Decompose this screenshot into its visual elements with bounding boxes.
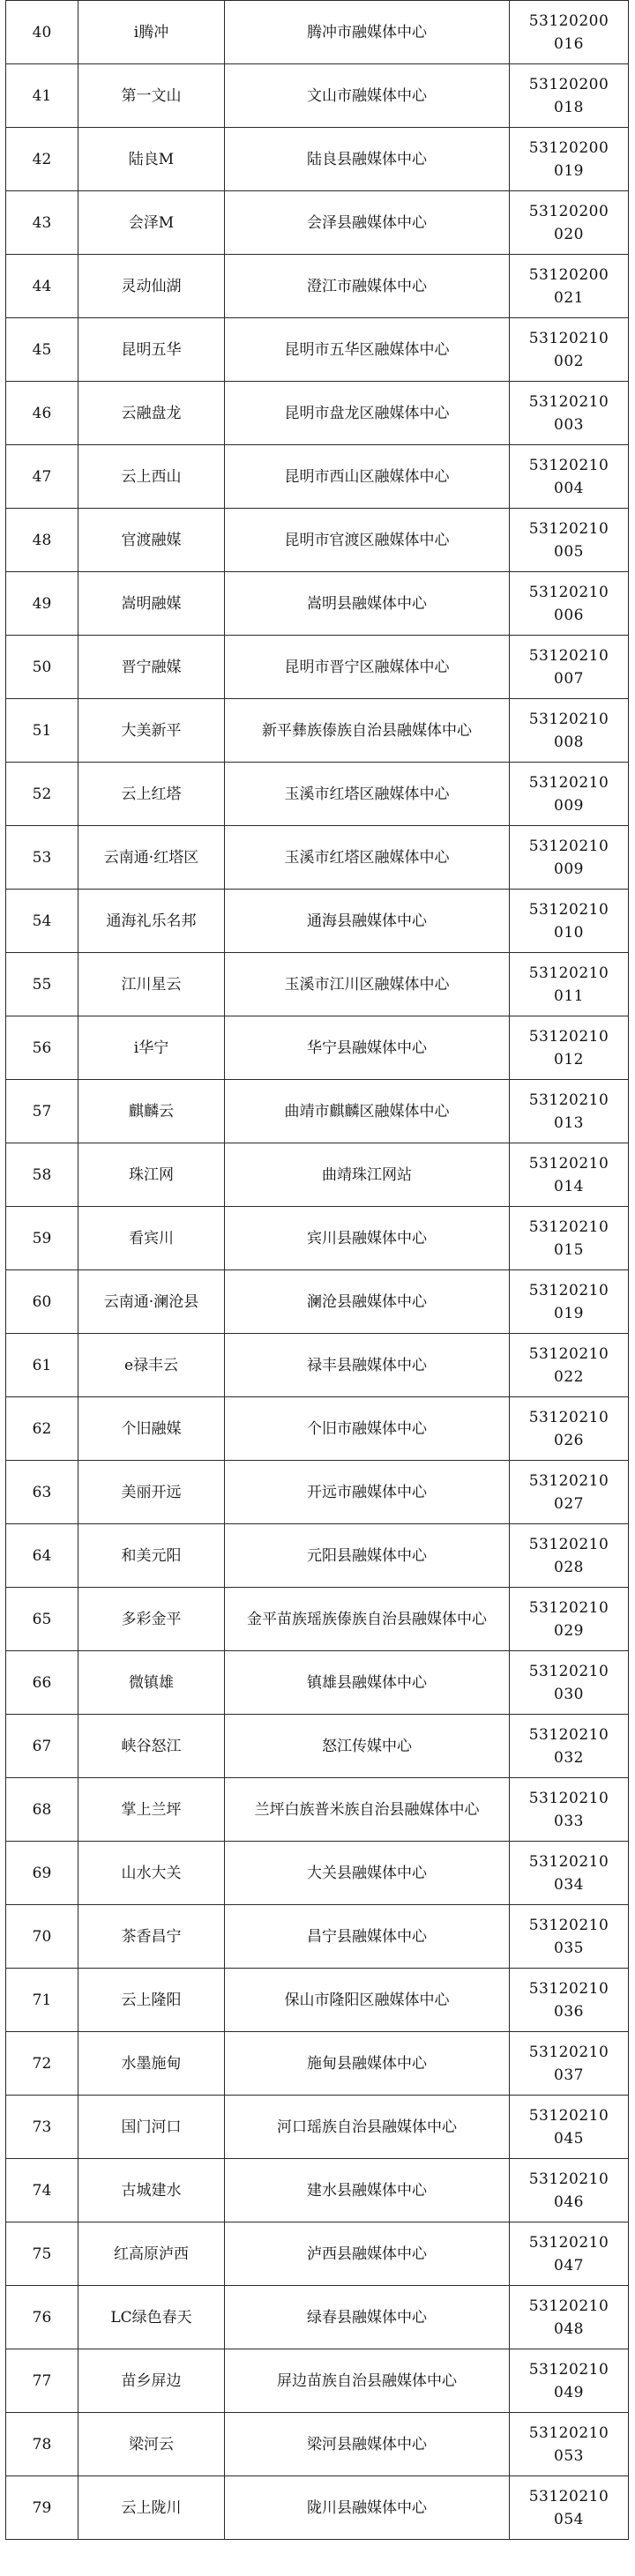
row-number-cell: 54 bbox=[6, 890, 78, 953]
row-number-cell: 58 bbox=[6, 1143, 78, 1207]
account-name-cell: e禄丰云 bbox=[78, 1334, 225, 1397]
account-name-cell: 掌上兰坪 bbox=[78, 1778, 225, 1842]
registration-code-cell: 53120210034 bbox=[510, 1842, 629, 1905]
account-name-cell: 江川星云 bbox=[78, 953, 225, 1016]
row-number-cell: 65 bbox=[6, 1588, 78, 1651]
row-number-cell: 70 bbox=[6, 1905, 78, 1969]
row-number-cell: 79 bbox=[6, 2476, 78, 2540]
account-name-cell: 水墨施甸 bbox=[78, 2032, 225, 2096]
table-row bbox=[6, 763, 629, 826]
operating-unit-cell: 河口瑶族自治县融媒体中心 bbox=[225, 2096, 510, 2159]
account-name-cell: 梁河云 bbox=[78, 2413, 225, 2476]
table-row bbox=[6, 953, 629, 1016]
registration-code-cell: 53120210019 bbox=[510, 1270, 629, 1334]
registration-code-cell: 53120200016 bbox=[510, 1, 629, 64]
operating-unit-cell: 昆明市盘龙区融媒体中心 bbox=[225, 382, 510, 445]
table-row bbox=[6, 1778, 629, 1842]
row-number-cell: 68 bbox=[6, 1778, 78, 1842]
account-name-cell: 茶香昌宁 bbox=[78, 1905, 225, 1969]
account-name-cell: 晋宁融媒 bbox=[78, 636, 225, 699]
operating-unit-cell: 金平苗族瑶族傣族自治县融媒体中心 bbox=[225, 1588, 510, 1651]
operating-unit-cell: 泸西县融媒体中心 bbox=[225, 2222, 510, 2286]
row-number-cell: 61 bbox=[6, 1334, 78, 1397]
table-body bbox=[6, 1, 629, 2540]
operating-unit-cell: 昆明市官渡区融媒体中心 bbox=[225, 509, 510, 572]
table-row bbox=[6, 64, 629, 128]
row-number-cell: 55 bbox=[6, 953, 78, 1016]
account-name-cell: 第一文山 bbox=[78, 64, 225, 128]
registration-code-cell: 53120200019 bbox=[510, 128, 629, 191]
account-name-cell: 和美元阳 bbox=[78, 1524, 225, 1588]
registration-code-cell: 53120210022 bbox=[510, 1334, 629, 1397]
row-number-cell: 75 bbox=[6, 2222, 78, 2286]
row-number-cell: 67 bbox=[6, 1715, 78, 1778]
operating-unit-cell: 昌宁县融媒体中心 bbox=[225, 1905, 510, 1969]
registration-code-cell: 53120210006 bbox=[510, 572, 629, 636]
registration-code-cell: 53120210004 bbox=[510, 445, 629, 509]
row-number-cell: 51 bbox=[6, 699, 78, 763]
operating-unit-cell: 建水县融媒体中心 bbox=[225, 2159, 510, 2222]
registration-code-cell: 53120210007 bbox=[510, 636, 629, 699]
registration-code-cell: 53120210028 bbox=[510, 1524, 629, 1588]
account-name-cell: 看宾川 bbox=[78, 1207, 225, 1270]
account-name-cell: LC绿色春天 bbox=[78, 2286, 225, 2349]
table-row bbox=[6, 1334, 629, 1397]
registration-code-cell: 53120210015 bbox=[510, 1207, 629, 1270]
table-row bbox=[6, 1207, 629, 1270]
table-row bbox=[6, 318, 629, 382]
account-name-cell: 红高原泸西 bbox=[78, 2222, 225, 2286]
table-row bbox=[6, 1016, 629, 1080]
row-number-cell: 50 bbox=[6, 636, 78, 699]
table-row bbox=[6, 1715, 629, 1778]
operating-unit-cell: 玉溪市红塔区融媒体中心 bbox=[225, 763, 510, 826]
table-row bbox=[6, 636, 629, 699]
registration-code-cell: 53120210046 bbox=[510, 2159, 629, 2222]
row-number-cell: 71 bbox=[6, 1969, 78, 2032]
row-number-cell: 63 bbox=[6, 1461, 78, 1524]
registration-code-cell: 53120210030 bbox=[510, 1651, 629, 1715]
operating-unit-cell: 玉溪市江川区融媒体中心 bbox=[225, 953, 510, 1016]
table-row bbox=[6, 1651, 629, 1715]
registration-code-cell: 53120210029 bbox=[510, 1588, 629, 1651]
registration-code-cell: 53120200020 bbox=[510, 191, 629, 255]
table-row bbox=[6, 2032, 629, 2096]
operating-unit-cell: 文山市融媒体中心 bbox=[225, 64, 510, 128]
registration-code-cell: 53120210033 bbox=[510, 1778, 629, 1842]
account-name-cell: 多彩金平 bbox=[78, 1588, 225, 1651]
account-name-cell: 灵动仙湖 bbox=[78, 255, 225, 318]
table-row bbox=[6, 1524, 629, 1588]
table-row bbox=[6, 826, 629, 890]
operating-unit-cell: 昆明市五华区融媒体中心 bbox=[225, 318, 510, 382]
table-row bbox=[6, 890, 629, 953]
registration-code-cell: 53120210048 bbox=[510, 2286, 629, 2349]
operating-unit-cell: 陇川县融媒体中心 bbox=[225, 2476, 510, 2540]
operating-unit-cell: 澜沧县融媒体中心 bbox=[225, 1270, 510, 1334]
operating-unit-cell: 昆明市西山区融媒体中心 bbox=[225, 445, 510, 509]
registration-code-cell: 53120210049 bbox=[510, 2349, 629, 2413]
account-name-cell: 大美新平 bbox=[78, 699, 225, 763]
row-number-cell: 42 bbox=[6, 128, 78, 191]
table-row bbox=[6, 2222, 629, 2286]
account-name-cell: 古城建水 bbox=[78, 2159, 225, 2222]
operating-unit-cell: 施甸县融媒体中心 bbox=[225, 2032, 510, 2096]
table-row bbox=[6, 1461, 629, 1524]
registration-code-cell: 53120210002 bbox=[510, 318, 629, 382]
account-name-cell: 峡谷怒江 bbox=[78, 1715, 225, 1778]
operating-unit-cell: 怒江传媒中心 bbox=[225, 1715, 510, 1778]
account-name-cell: 通海礼乐名邦 bbox=[78, 890, 225, 953]
table-row bbox=[6, 2096, 629, 2159]
registration-code-cell: 53120210013 bbox=[510, 1080, 629, 1143]
operating-unit-cell: 镇雄县融媒体中心 bbox=[225, 1651, 510, 1715]
row-number-cell: 78 bbox=[6, 2413, 78, 2476]
account-name-cell: 国门河口 bbox=[78, 2096, 225, 2159]
registration-code-cell: 53120210010 bbox=[510, 890, 629, 953]
table-row bbox=[6, 572, 629, 636]
table-row bbox=[6, 2349, 629, 2413]
registration-code-cell: 53120210026 bbox=[510, 1397, 629, 1461]
table-row bbox=[6, 1, 629, 64]
row-number-cell: 77 bbox=[6, 2349, 78, 2413]
table-row bbox=[6, 255, 629, 318]
table-row bbox=[6, 1905, 629, 1969]
registration-code-cell: 53120200018 bbox=[510, 64, 629, 128]
table-row bbox=[6, 1143, 629, 1207]
table-row bbox=[6, 2159, 629, 2222]
operating-unit-cell: 华宁县融媒体中心 bbox=[225, 1016, 510, 1080]
operating-unit-cell: 保山市隆阳区融媒体中心 bbox=[225, 1969, 510, 2032]
registration-code-cell: 53120210047 bbox=[510, 2222, 629, 2286]
account-name-cell: 云上西山 bbox=[78, 445, 225, 509]
account-name-cell: 云南通·红塔区 bbox=[78, 826, 225, 890]
media-account-table bbox=[5, 0, 629, 2540]
row-number-cell: 72 bbox=[6, 2032, 78, 2096]
registration-code-cell: 53120200021 bbox=[510, 255, 629, 318]
row-number-cell: 73 bbox=[6, 2096, 78, 2159]
registration-code-cell: 53120210014 bbox=[510, 1143, 629, 1207]
row-number-cell: 43 bbox=[6, 191, 78, 255]
row-number-cell: 53 bbox=[6, 826, 78, 890]
account-name-cell: 麒麟云 bbox=[78, 1080, 225, 1143]
operating-unit-cell: 绿春县融媒体中心 bbox=[225, 2286, 510, 2349]
row-number-cell: 45 bbox=[6, 318, 78, 382]
row-number-cell: 59 bbox=[6, 1207, 78, 1270]
operating-unit-cell: 屏边苗族自治县融媒体中心 bbox=[225, 2349, 510, 2413]
registration-code-cell: 53120210011 bbox=[510, 953, 629, 1016]
registration-code-cell: 53120210005 bbox=[510, 509, 629, 572]
row-number-cell: 76 bbox=[6, 2286, 78, 2349]
row-number-cell: 41 bbox=[6, 64, 78, 128]
registration-code-cell: 53120210054 bbox=[510, 2476, 629, 2540]
operating-unit-cell: 大关县融媒体中心 bbox=[225, 1842, 510, 1905]
registration-code-cell: 53120210027 bbox=[510, 1461, 629, 1524]
registration-code-cell: 53120210045 bbox=[510, 2096, 629, 2159]
table-row bbox=[6, 191, 629, 255]
operating-unit-cell: 个旧市融媒体中心 bbox=[225, 1397, 510, 1461]
account-name-cell: 云南通·澜沧县 bbox=[78, 1270, 225, 1334]
operating-unit-cell: 陆良县融媒体中心 bbox=[225, 128, 510, 191]
registration-code-cell: 53120210012 bbox=[510, 1016, 629, 1080]
account-name-cell: 云上红塔 bbox=[78, 763, 225, 826]
account-name-cell: 官渡融媒 bbox=[78, 509, 225, 572]
account-name-cell: 嵩明融媒 bbox=[78, 572, 225, 636]
account-name-cell: 微镇雄 bbox=[78, 1651, 225, 1715]
table-row bbox=[6, 2476, 629, 2540]
operating-unit-cell: 澄江市融媒体中心 bbox=[225, 255, 510, 318]
operating-unit-cell: 宾川县融媒体中心 bbox=[225, 1207, 510, 1270]
registration-code-cell: 53120210053 bbox=[510, 2413, 629, 2476]
table-row bbox=[6, 1588, 629, 1651]
registration-code-cell: 53120210035 bbox=[510, 1905, 629, 1969]
registration-code-cell: 53120210009 bbox=[510, 763, 629, 826]
table-row bbox=[6, 2286, 629, 2349]
account-name-cell: i腾冲 bbox=[78, 1, 225, 64]
account-name-cell: 昆明五华 bbox=[78, 318, 225, 382]
table-row bbox=[6, 509, 629, 572]
operating-unit-cell: 嵩明县融媒体中心 bbox=[225, 572, 510, 636]
table-row bbox=[6, 2413, 629, 2476]
table-row bbox=[6, 128, 629, 191]
registration-code-cell: 53120210032 bbox=[510, 1715, 629, 1778]
operating-unit-cell: 腾冲市融媒体中心 bbox=[225, 1, 510, 64]
row-number-cell: 52 bbox=[6, 763, 78, 826]
row-number-cell: 48 bbox=[6, 509, 78, 572]
registration-code-cell: 53120210003 bbox=[510, 382, 629, 445]
account-name-cell: 珠江网 bbox=[78, 1143, 225, 1207]
row-number-cell: 60 bbox=[6, 1270, 78, 1334]
operating-unit-cell: 玉溪市红塔区融媒体中心 bbox=[225, 826, 510, 890]
row-number-cell: 49 bbox=[6, 572, 78, 636]
table-row bbox=[6, 699, 629, 763]
account-name-cell: 个旧融媒 bbox=[78, 1397, 225, 1461]
registration-code-cell: 53120210008 bbox=[510, 699, 629, 763]
account-name-cell: 云上隆阳 bbox=[78, 1969, 225, 2032]
row-number-cell: 62 bbox=[6, 1397, 78, 1461]
operating-unit-cell: 元阳县融媒体中心 bbox=[225, 1524, 510, 1588]
row-number-cell: 46 bbox=[6, 382, 78, 445]
account-name-cell: 苗乡屏边 bbox=[78, 2349, 225, 2413]
account-name-cell: 会泽M bbox=[78, 191, 225, 255]
operating-unit-cell: 兰坪白族普米族自治县融媒体中心 bbox=[225, 1778, 510, 1842]
account-name-cell: 陆良M bbox=[78, 128, 225, 191]
row-number-cell: 44 bbox=[6, 255, 78, 318]
row-number-cell: 69 bbox=[6, 1842, 78, 1905]
registration-code-cell: 53120210009 bbox=[510, 826, 629, 890]
operating-unit-cell: 通海县融媒体中心 bbox=[225, 890, 510, 953]
account-name-cell: 云融盘龙 bbox=[78, 382, 225, 445]
table-row bbox=[6, 1080, 629, 1143]
table-row bbox=[6, 1270, 629, 1334]
table-row bbox=[6, 382, 629, 445]
operating-unit-cell: 会泽县融媒体中心 bbox=[225, 191, 510, 255]
registration-code-cell: 53120210036 bbox=[510, 1969, 629, 2032]
row-number-cell: 74 bbox=[6, 2159, 78, 2222]
operating-unit-cell: 禄丰县融媒体中心 bbox=[225, 1334, 510, 1397]
table-row bbox=[6, 1397, 629, 1461]
operating-unit-cell: 曲靖市麒麟区融媒体中心 bbox=[225, 1080, 510, 1143]
row-number-cell: 56 bbox=[6, 1016, 78, 1080]
account-name-cell: i华宁 bbox=[78, 1016, 225, 1080]
operating-unit-cell: 梁河县融媒体中心 bbox=[225, 2413, 510, 2476]
row-number-cell: 57 bbox=[6, 1080, 78, 1143]
row-number-cell: 40 bbox=[6, 1, 78, 64]
operating-unit-cell: 曲靖珠江网站 bbox=[225, 1143, 510, 1207]
account-name-cell: 美丽开远 bbox=[78, 1461, 225, 1524]
row-number-cell: 64 bbox=[6, 1524, 78, 1588]
table-row bbox=[6, 1969, 629, 2032]
operating-unit-cell: 新平彝族傣族自治县融媒体中心 bbox=[225, 699, 510, 763]
operating-unit-cell: 昆明市晋宁区融媒体中心 bbox=[225, 636, 510, 699]
account-name-cell: 云上陇川 bbox=[78, 2476, 225, 2540]
table-row bbox=[6, 445, 629, 509]
account-name-cell: 山水大关 bbox=[78, 1842, 225, 1905]
row-number-cell: 47 bbox=[6, 445, 78, 509]
registration-code-cell: 53120210037 bbox=[510, 2032, 629, 2096]
table-row bbox=[6, 1842, 629, 1905]
operating-unit-cell: 开远市融媒体中心 bbox=[225, 1461, 510, 1524]
row-number-cell: 66 bbox=[6, 1651, 78, 1715]
